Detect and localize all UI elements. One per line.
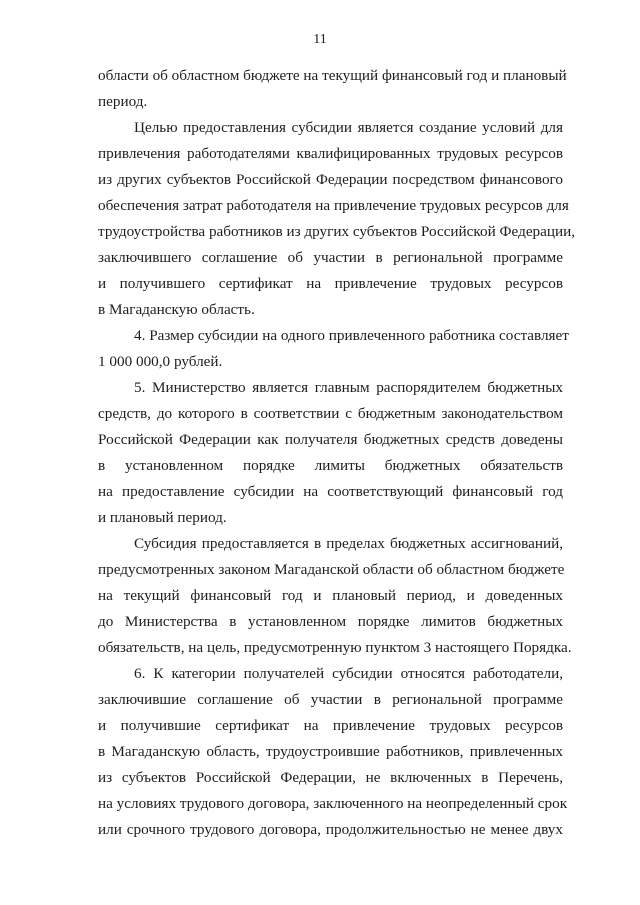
text-line: 5. Министерство является главным распорядителем бюджетных (134, 379, 563, 396)
text-line: и плановый период. (98, 509, 227, 526)
text-line: заключившего соглашение об участии в региональной программе (98, 249, 563, 266)
text-line: и получившие сертификат на привлечение трудовых ресурсов (98, 717, 563, 734)
text-line: до Министерства в установленном порядке лимитов бюджетных (98, 613, 563, 630)
text-line: обязательств, на цель, предусмотренную пунктом 3 настоящего Порядка. (98, 639, 572, 656)
page-number: 11 (313, 32, 327, 47)
text-line: на условиях трудового договора, заключенного на неопределенный срок (98, 795, 568, 812)
text-line: Российской Федерации как получателя бюджетных средств доведены (98, 431, 563, 448)
text-line: 1 000 000,0 рублей. (98, 353, 223, 370)
text-line: области об областном бюджете на текущий финансовый год и плановый (98, 67, 567, 84)
text-line: на текущий финансовый год и плановый период, и доведенных (98, 587, 563, 604)
text-line: период. (98, 93, 148, 110)
text-line: обеспечения затрат работодателя на привлечение трудовых ресурсов для (98, 197, 569, 214)
text-line: Субсидия предоставляется в пределах бюджетных ассигнований, (134, 535, 563, 552)
text-line: в Магаданскую область. (98, 301, 255, 318)
text-line: из других субъектов Российской Федерации посредством финансового (98, 171, 563, 188)
text-line: на предоставление субсидии на соответствующий финансовый год (98, 483, 563, 500)
text-line: заключившие соглашение об участии в региональной программе (98, 691, 563, 708)
text-line: из субъектов Российской Федерации, не включенных в Перечень, (98, 769, 563, 786)
text-line: и получившего сертификат на привлечение трудовых ресурсов (98, 275, 563, 292)
text-line: 6. К категории получателей субсидии относятся работодатели, (134, 665, 563, 682)
text-line: трудоустройства работников из других субъектов Российской Федерации, (98, 223, 576, 240)
text-line: в Магаданскую область, трудоустроившие работников, привлеченных (98, 743, 563, 760)
text-line: Целью предоставления субсидии является создание условий для (134, 119, 563, 136)
text-line: предусмотренных законом Магаданской области об областном бюджете (98, 561, 565, 578)
text-line: привлечения работодателями квалифицированных трудовых ресурсов (98, 145, 563, 162)
text-line: в установленном порядке лимиты бюджетных обязательств (98, 457, 563, 474)
text-line: 4. Размер субсидии на одного привлеченного работника составляет (134, 327, 569, 344)
text-line: средств, до которого в соответствии с бюджетным законодательством (98, 405, 563, 422)
text-line: или срочного трудового договора, продолжительностью не менее двух (98, 821, 563, 838)
